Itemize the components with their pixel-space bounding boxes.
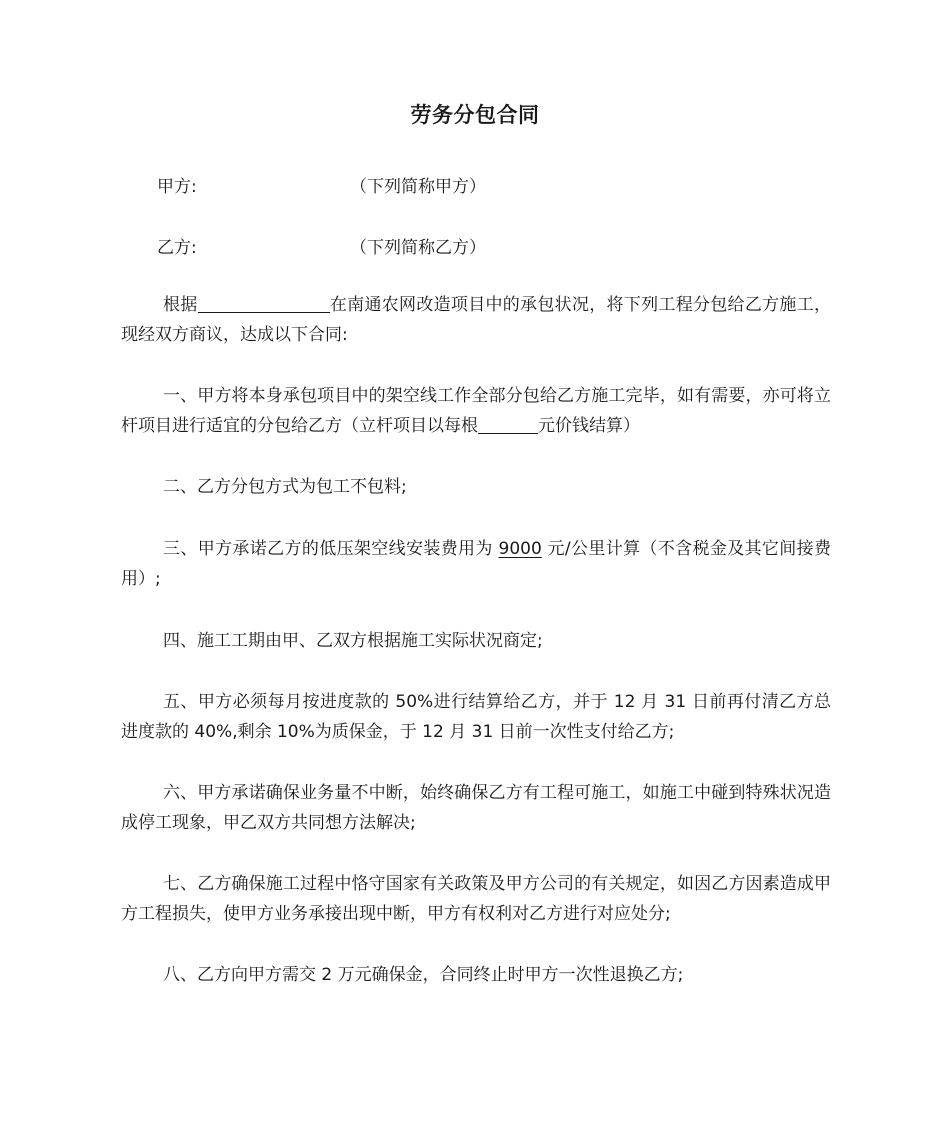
- clause-3-text-after: 元/公里计算（不含税金及其它间接费用）;: [121, 539, 831, 589]
- party-a-line: [157, 172, 486, 197]
- clause-3: [121, 534, 831, 594]
- clause-1-text-before: 一、甲方将本身承包项目中的架空线工作全部分包给乙方施工完毕，如有需要，亦可将立杆项目进行适宜的分包给乙方（立杆项目以每根: [121, 386, 831, 436]
- intro-paragraph: [121, 290, 831, 350]
- clause-5: 五、甲方必须每月按进度款的 50%进行结算给乙方，并于 12 月 31 日前再付清乙方总进度款的 40%,剩余 10%为质保金，于 12 月 31 日前一次性支付给乙方;: [121, 692, 831, 742]
- clause-3-text-before: 三、甲方承诺乙方的低压架空线安装费用为: [163, 539, 499, 559]
- clause-8: 八、乙方向甲方需交 2 万元确保金，合同终止时甲方一次性退换乙方;: [163, 965, 684, 985]
- clause-4: 四、施工工期由甲、乙双方根据施工实际状况商定;: [163, 631, 543, 651]
- blank-line: [198, 294, 330, 313]
- clause-6: 六、甲方承诺确保业务量不中断，始终确保乙方有工程可施工，如施工中碰到特殊状况造成停工现象，甲乙双方共同想方法解决;: [121, 783, 831, 833]
- document-title: 劳务分包合同: [410, 103, 540, 127]
- clause-7: 七、乙方确保施工过程中恪守国家有关政策及甲方公司的有关规定，如因乙方因素造成甲方工程损失，使甲方业务承接出现中断，甲方有权利对乙方进行对应处分;: [121, 874, 831, 924]
- clause-1: [121, 381, 831, 441]
- party-a-label: 甲方:: [157, 177, 197, 197]
- party-a-note: （下列简称甲方）: [350, 177, 486, 197]
- intro-text-after: 在南通农网改造项目中的承包状况，将下列工程分包给乙方施工，现经双方商议，达成以下合同:: [121, 295, 832, 345]
- party-b-label: 乙方:: [157, 238, 197, 258]
- party-b-line: [157, 233, 486, 258]
- intro-text-before: 根据: [163, 295, 198, 315]
- clause-2: 二、乙方分包方式为包工不包料;: [163, 477, 407, 497]
- party-b-note: （下列简称乙方）: [350, 238, 486, 258]
- clause-1-text-after: 元价钱结算）: [538, 416, 640, 436]
- clause-3-amount: 9000: [498, 539, 542, 559]
- blank-line: [478, 415, 538, 434]
